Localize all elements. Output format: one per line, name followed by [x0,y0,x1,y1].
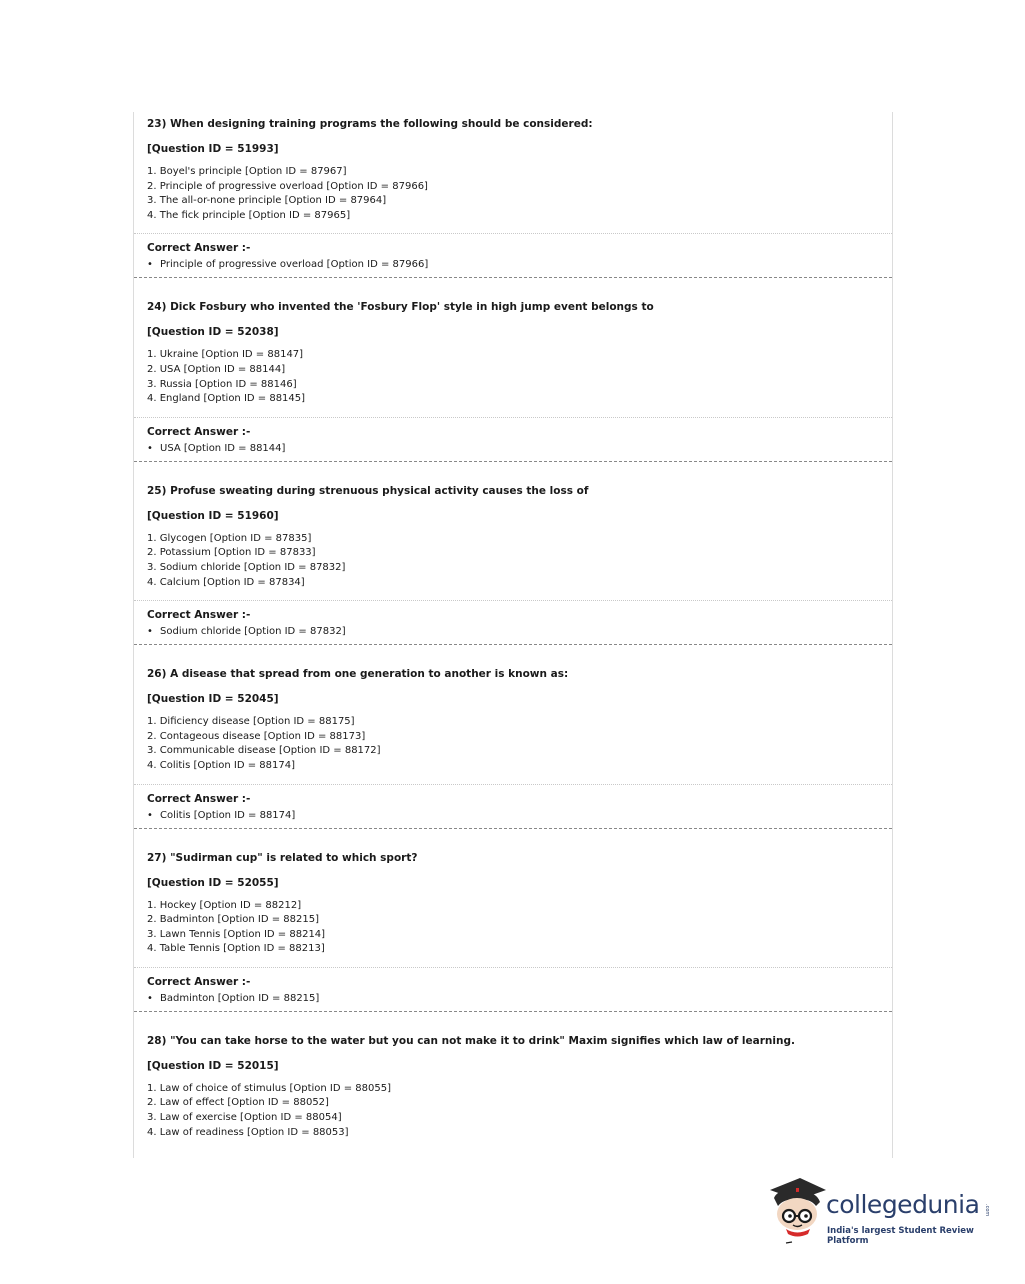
correct-answer [147,258,879,272]
correct-answer-text: Badminton [Option ID = 88215] [160,992,320,1004]
option: 1. Glycogen [Option ID = 87835] [147,532,312,544]
question-paper [133,112,893,1158]
question-id: [Question ID = 51960] [147,509,279,522]
option: 4. Table Tennis [Option ID = 88213] [147,943,325,955]
question-title: 26) A disease that spread from one generation to another is known as: [147,668,569,681]
correct-answer-text: USA [Option ID = 88144] [160,442,286,454]
question-id: [Question ID = 51993] [147,143,279,155]
bullet-icon: • [147,809,153,821]
correct-answer-section [134,784,892,829]
correct-answer-label: Correct Answer :- [147,792,251,805]
logo-suffix: .com [984,1204,990,1217]
question-id: [Question ID = 52015] [147,1059,279,1072]
question-id: [Question ID = 52055] [147,876,279,889]
collegedunia-logo[interactable] [766,1176,996,1246]
correct-answer-label: Correct Answer :- [147,425,251,438]
question-block [133,645,893,828]
option: 4. Colitis [Option ID = 88174] [147,759,296,771]
correct-answer-label: Correct Answer :- [147,975,251,988]
option: 2. Badminton [Option ID = 88215] [147,914,320,926]
option: 3. Sodium chloride [Option ID = 87832] [147,561,346,573]
options-list [147,715,879,783]
option: 4. Calcium [Option ID = 87834] [147,576,305,588]
option: 4. Law of readiness [Option ID = 88053] [147,1126,349,1138]
correct-answer-label: Correct Answer :- [147,609,251,622]
option: 3. Lawn Tennis [Option ID = 88214] [147,928,326,940]
question-id: [Question ID = 52045] [147,693,279,706]
correct-answer-text: Sodium chloride [Option ID = 87832] [160,626,346,638]
logo-tagline: India's largest Student Review Platform [827,1226,974,1246]
option: 2. Contageous disease [Option ID = 88173] [147,730,366,742]
bullet-icon: • [147,992,153,1004]
correct-answer-section [134,417,892,462]
option: 3. Communicable disease [Option ID = 88172] [147,745,381,757]
question-block [133,1012,893,1158]
mascot-icon [766,1176,828,1246]
options-list [147,165,879,233]
option: 3. Law of exercise [Option ID = 88054] [147,1112,342,1124]
question-block [133,112,893,278]
correct-answer-section [134,600,892,645]
option: 2. Law of effect [Option ID = 88052] [147,1097,329,1109]
option: 4. England [Option ID = 88145] [147,393,306,405]
bullet-icon: • [147,442,153,454]
option: 2. Potassium [Option ID = 87833] [147,547,316,559]
correct-answer-label: Correct Answer :- [147,242,251,255]
option: 3. The all-or-none principle [Option ID = 87964] [147,195,387,207]
question-title: 28) "You can take horse to the water but you can not make it to drink" Maxim signifies which law of learning. [147,1034,795,1047]
question-title: 25) Profuse sweating during strenuous physical activity causes the loss of [147,484,589,497]
correct-answer-section [134,233,892,278]
option: 1. Boyel's principle [Option ID = 87967] [147,166,347,177]
question-block [133,829,893,1012]
question-block [133,278,893,461]
option: 1. Law of choice of stimulus [Option ID = 88055] [147,1082,392,1094]
option: 1. Hockey [Option ID = 88212] [147,899,302,911]
option: 1. Dificiency disease [Option ID = 88175] [147,716,355,728]
logo-wordmark: collegedunia [826,1190,980,1219]
correct-answer-text: Principle of progressive overload [Option ID = 87966] [160,259,429,271]
question-title: 23) When designing training programs the following should be considered: [147,118,593,130]
correct-answer [147,442,879,456]
option: 2. USA [Option ID = 88144] [147,363,286,375]
option: 1. Ukraine [Option ID = 88147] [147,349,304,361]
options-list [147,348,879,416]
bullet-icon: • [147,626,153,638]
correct-answer [147,625,879,639]
correct-answer [147,809,879,823]
options-list [147,1082,879,1158]
question-id: [Question ID = 52038] [147,326,279,339]
bullet-icon: • [147,259,153,271]
correct-answer-text: Colitis [Option ID = 88174] [160,809,296,821]
question-title: 27) "Sudirman cup" is related to which sport? [147,851,418,864]
options-list [147,899,879,967]
option: 4. The fick principle [Option ID = 87965] [147,209,351,221]
question-title: 24) Dick Fosbury who invented the 'Fosbury Flop' style in high jump event belongs to [147,301,654,314]
correct-answer-section [134,967,892,1012]
question-block [133,462,893,645]
option: 3. Russia [Option ID = 88146] [147,378,297,390]
options-list [147,532,879,600]
correct-answer [147,992,879,1006]
option: 2. Principle of progressive overload [Option ID = 87966] [147,180,428,192]
